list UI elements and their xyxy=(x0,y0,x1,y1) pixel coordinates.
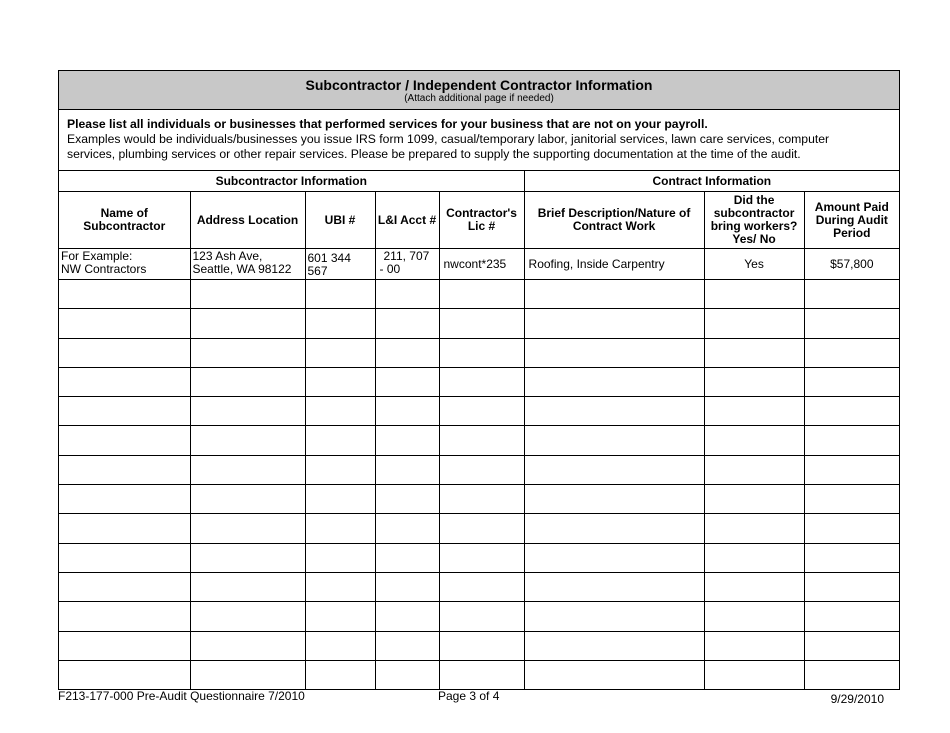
subcontractor-form xyxy=(58,70,900,690)
cell-name[interactable] xyxy=(59,572,190,601)
cell-description[interactable] xyxy=(524,455,704,484)
cell-ubi[interactable] xyxy=(305,426,375,455)
cell-contractor-lic[interactable] xyxy=(439,338,524,367)
col-description: Brief Description/Nature of Contract Work xyxy=(524,192,704,249)
table-row xyxy=(59,397,899,426)
instructions-bold-line: Please list all individuals or businesses that performed services for your business that are not on your payroll. xyxy=(67,117,708,131)
cell-amount-paid[interactable] xyxy=(804,397,899,426)
cell-ubi[interactable] xyxy=(305,631,375,660)
example-li-acct[interactable] xyxy=(375,249,439,280)
cell-name[interactable] xyxy=(59,485,190,514)
cell-description[interactable] xyxy=(524,426,704,455)
footer-page-number: Page 3 of 4 xyxy=(438,689,500,703)
cell-description[interactable] xyxy=(524,397,704,426)
cell-description[interactable] xyxy=(524,514,704,543)
section-contract-info: Contract Information xyxy=(524,171,899,192)
example-amount-paid[interactable]: $57,800 xyxy=(804,249,899,280)
cell-address[interactable] xyxy=(190,309,305,338)
cell-address[interactable] xyxy=(190,426,305,455)
cell-address[interactable] xyxy=(190,660,305,689)
cell-li-acct[interactable] xyxy=(375,338,439,367)
cell-ubi[interactable] xyxy=(305,280,375,309)
cell-address[interactable] xyxy=(190,455,305,484)
instructions xyxy=(59,110,899,171)
cell-ubi[interactable] xyxy=(305,485,375,514)
cell-description[interactable] xyxy=(524,367,704,396)
table-row xyxy=(59,338,899,367)
example-address-line-2: Seattle, WA 98122 xyxy=(192,262,292,276)
cell-description[interactable] xyxy=(524,602,704,631)
table-row xyxy=(59,309,899,338)
table-row xyxy=(59,367,899,396)
example-address[interactable] xyxy=(190,249,305,280)
col-contractor-lic: Contractor's Lic # xyxy=(439,192,524,249)
cell-name[interactable] xyxy=(59,426,190,455)
example-ubi[interactable]: 601 344 567 xyxy=(305,249,375,280)
table-row xyxy=(59,426,899,455)
cell-name[interactable] xyxy=(59,543,190,572)
example-row xyxy=(59,249,899,280)
cell-address[interactable] xyxy=(190,543,305,572)
cell-contractor-lic[interactable] xyxy=(439,426,524,455)
cell-li-acct[interactable] xyxy=(375,543,439,572)
col-li-acct: L&I Acct # xyxy=(375,192,439,249)
table-row xyxy=(59,543,899,572)
cell-amount-paid[interactable] xyxy=(804,485,899,514)
cell-li-acct[interactable] xyxy=(375,426,439,455)
example-description[interactable]: Roofing, Inside Carpentry xyxy=(524,249,704,280)
table-row xyxy=(59,631,899,660)
cell-contractor-lic[interactable] xyxy=(439,660,524,689)
cell-brought-workers[interactable] xyxy=(704,543,804,572)
cell-amount-paid[interactable] xyxy=(804,367,899,396)
cell-address[interactable] xyxy=(190,514,305,543)
cell-brought-workers[interactable] xyxy=(704,338,804,367)
cell-brought-workers[interactable] xyxy=(704,485,804,514)
cell-ubi[interactable] xyxy=(305,309,375,338)
cell-li-acct[interactable] xyxy=(375,397,439,426)
cell-li-acct[interactable] xyxy=(375,485,439,514)
table-row xyxy=(59,280,899,309)
col-amount-paid: Amount Paid During Audit Period xyxy=(804,192,899,249)
subcontractor-table xyxy=(59,171,899,689)
cell-ubi[interactable] xyxy=(305,543,375,572)
cell-li-acct[interactable] xyxy=(375,367,439,396)
section-subcontractor-info: Subcontractor Information xyxy=(59,171,524,192)
instructions-line-2: Examples would be individuals/businesses you issue IRS form 1099, casual/temporary labor, janitorial services, lawn care services, computer xyxy=(67,132,830,146)
cell-amount-paid[interactable] xyxy=(804,280,899,309)
table-row xyxy=(59,485,899,514)
cell-contractor-lic[interactable] xyxy=(439,397,524,426)
cell-contractor-lic[interactable] xyxy=(439,602,524,631)
example-name-line-1: For Example: xyxy=(61,249,133,263)
form-subtitle: (Attach additional page if needed) xyxy=(404,93,554,104)
cell-description[interactable] xyxy=(524,631,704,660)
cell-address[interactable] xyxy=(190,280,305,309)
cell-amount-paid[interactable] xyxy=(804,602,899,631)
col-ubi: UBI # xyxy=(305,192,375,249)
cell-name[interactable] xyxy=(59,397,190,426)
page-footer xyxy=(58,689,900,705)
cell-brought-workers[interactable] xyxy=(704,309,804,338)
cell-name[interactable] xyxy=(59,338,190,367)
cell-brought-workers[interactable] xyxy=(704,367,804,396)
example-address-line-1: 123 Ash Ave, xyxy=(192,249,263,263)
cell-description[interactable] xyxy=(524,280,704,309)
cell-ubi[interactable] xyxy=(305,514,375,543)
cell-li-acct[interactable] xyxy=(375,572,439,601)
table-row xyxy=(59,514,899,543)
col-address: Address Location xyxy=(190,192,305,249)
cell-brought-workers[interactable] xyxy=(704,455,804,484)
cell-contractor-lic[interactable] xyxy=(439,543,524,572)
cell-description[interactable] xyxy=(524,543,704,572)
cell-amount-paid[interactable] xyxy=(804,631,899,660)
col-name: Name of Subcontractor xyxy=(59,192,190,249)
cell-description[interactable] xyxy=(524,338,704,367)
cell-contractor-lic[interactable] xyxy=(439,367,524,396)
cell-ubi[interactable] xyxy=(305,367,375,396)
section-header-row xyxy=(59,171,899,192)
cell-contractor-lic[interactable] xyxy=(439,485,524,514)
cell-li-acct[interactable] xyxy=(375,660,439,689)
cell-amount-paid[interactable] xyxy=(804,426,899,455)
form-title-bar xyxy=(59,71,899,110)
cell-description[interactable] xyxy=(524,572,704,601)
cell-name[interactable] xyxy=(59,455,190,484)
cell-ubi[interactable] xyxy=(305,602,375,631)
cell-contractor-lic[interactable] xyxy=(439,514,524,543)
col-brought-workers: Did the subcontractor bring workers? Yes/ No xyxy=(704,192,804,249)
cell-contractor-lic[interactable] xyxy=(439,280,524,309)
cell-brought-workers[interactable] xyxy=(704,602,804,631)
instructions-line-3: services, plumbing services or other repair services. Please be prepared to supply the supporting documentation at the time of the audit. xyxy=(67,147,801,161)
cell-address[interactable] xyxy=(190,631,305,660)
cell-ubi[interactable] xyxy=(305,572,375,601)
cell-contractor-lic[interactable] xyxy=(439,572,524,601)
cell-address[interactable] xyxy=(190,572,305,601)
cell-amount-paid[interactable] xyxy=(804,514,899,543)
cell-address[interactable] xyxy=(190,397,305,426)
table-row xyxy=(59,660,899,689)
footer-date: 9/29/2010 xyxy=(830,692,884,706)
cell-ubi[interactable] xyxy=(305,455,375,484)
form-title: Subcontractor / Independent Contractor Information xyxy=(305,77,653,93)
cell-contractor-lic[interactable] xyxy=(439,455,524,484)
cell-amount-paid[interactable] xyxy=(804,660,899,689)
example-brought-workers[interactable]: Yes xyxy=(704,249,804,280)
footer-form-id: F213-177-000 Pre-Audit Questionnaire 7/2010 xyxy=(58,689,305,703)
cell-li-acct[interactable] xyxy=(375,455,439,484)
cell-amount-paid[interactable] xyxy=(804,455,899,484)
example-li-acct-line-2: - 00 xyxy=(379,262,401,276)
cell-brought-workers[interactable] xyxy=(704,426,804,455)
cell-name[interactable] xyxy=(59,514,190,543)
example-li-acct-line-1: 211, 707 xyxy=(383,249,430,263)
cell-ubi[interactable] xyxy=(305,660,375,689)
cell-amount-paid[interactable] xyxy=(804,309,899,338)
cell-ubi[interactable] xyxy=(305,397,375,426)
table-row xyxy=(59,455,899,484)
cell-address[interactable] xyxy=(190,338,305,367)
table-row xyxy=(59,602,899,631)
cell-name[interactable] xyxy=(59,660,190,689)
cell-li-acct[interactable] xyxy=(375,309,439,338)
cell-name[interactable] xyxy=(59,602,190,631)
cell-brought-workers[interactable] xyxy=(704,572,804,601)
cell-description[interactable] xyxy=(524,660,704,689)
cell-contractor-lic[interactable] xyxy=(439,309,524,338)
column-header-row xyxy=(59,192,899,249)
example-name[interactable] xyxy=(59,249,190,280)
cell-address[interactable] xyxy=(190,367,305,396)
cell-name[interactable] xyxy=(59,367,190,396)
cell-name[interactable] xyxy=(59,280,190,309)
table-row xyxy=(59,572,899,601)
cell-name[interactable] xyxy=(59,631,190,660)
cell-address[interactable] xyxy=(190,485,305,514)
cell-amount-paid[interactable] xyxy=(804,572,899,601)
cell-brought-workers[interactable] xyxy=(704,631,804,660)
cell-brought-workers[interactable] xyxy=(704,280,804,309)
example-contractor-lic[interactable]: nwcont*235 xyxy=(439,249,524,280)
cell-brought-workers[interactable] xyxy=(704,514,804,543)
cell-brought-workers[interactable] xyxy=(704,660,804,689)
cell-name[interactable] xyxy=(59,309,190,338)
cell-ubi[interactable] xyxy=(305,338,375,367)
cell-brought-workers[interactable] xyxy=(704,397,804,426)
cell-description[interactable] xyxy=(524,309,704,338)
cell-amount-paid[interactable] xyxy=(804,543,899,572)
cell-description[interactable] xyxy=(524,485,704,514)
example-name-line-2: NW Contractors xyxy=(61,262,147,276)
cell-amount-paid[interactable] xyxy=(804,338,899,367)
cell-li-acct[interactable] xyxy=(375,280,439,309)
cell-address[interactable] xyxy=(190,602,305,631)
cell-li-acct[interactable] xyxy=(375,631,439,660)
cell-li-acct[interactable] xyxy=(375,514,439,543)
cell-li-acct[interactable] xyxy=(375,602,439,631)
cell-contractor-lic[interactable] xyxy=(439,631,524,660)
